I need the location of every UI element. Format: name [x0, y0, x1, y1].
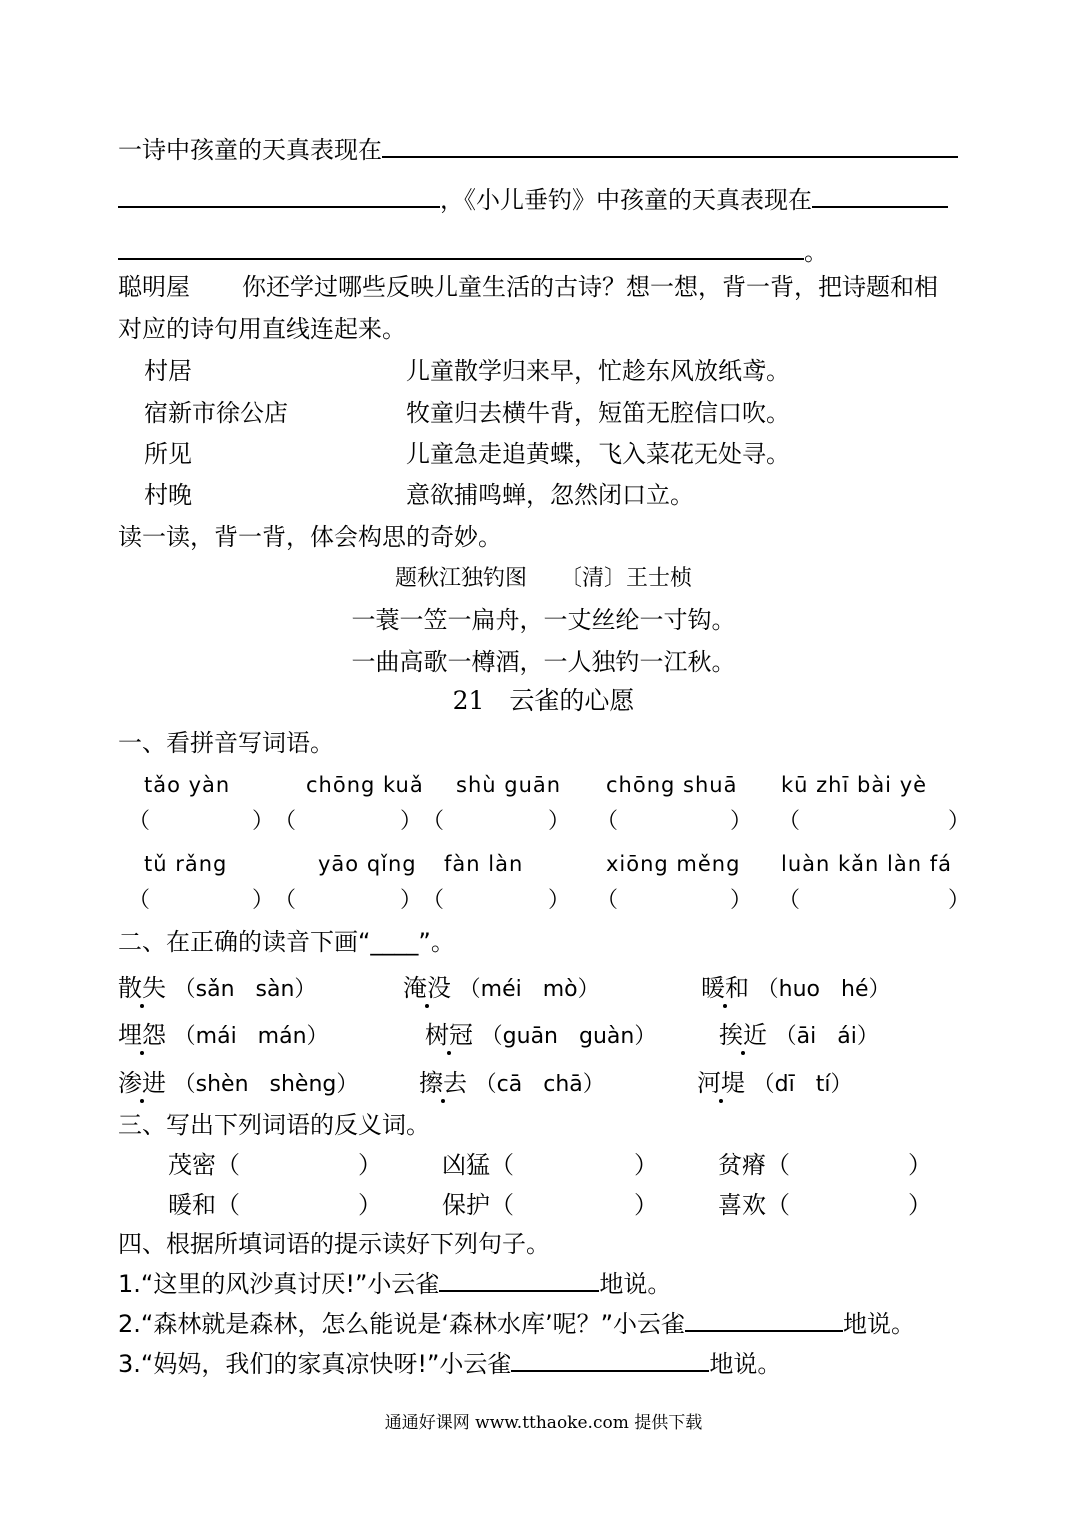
pinyin-option[interactable]: guàn — [578, 1024, 635, 1049]
pinyin-label: luàn kǎn làn fá — [781, 852, 952, 876]
q4-sentence-3 — [118, 1348, 781, 1379]
q4-sentence-text: 1.“这里的风沙真讨厌!”小云雀 — [118, 1270, 440, 1298]
paren-close: ） — [252, 809, 275, 834]
pinyin-label: tǔ rǎng — [144, 852, 228, 876]
paren-close: ） — [634, 1191, 658, 1219]
pronunciation-item: 埋怨 （mái mán） — [118, 1021, 329, 1049]
pinyin-label: fàn làn — [444, 852, 524, 876]
pinyin-label: chōng shuā — [606, 773, 738, 797]
pronunciation-item: 淹没 （méi mò） — [403, 974, 600, 1002]
smart-room-instruction-2: 对应的诗句用直线连起来。 — [118, 315, 406, 343]
part1-line1 — [118, 134, 958, 165]
pinyin-option[interactable]: méi — [480, 977, 522, 1002]
q2-word: 河堤 — [697, 1069, 745, 1097]
antonym-word: 茂密 — [168, 1151, 216, 1179]
paren-open: （ — [128, 888, 151, 913]
poem-line-1: 一蓑一笠一扁舟，一丈丝纶一寸钩。 — [351, 606, 736, 634]
poem-heading: 题秋江独钓图 〔清〕王士桢 — [394, 566, 692, 591]
paren-open: （ — [766, 1151, 790, 1179]
paren-close: ） — [358, 1151, 382, 1179]
antonym-item — [442, 1190, 514, 1220]
smart-room-instruction-1: 你还学过哪些反映儿童生活的古诗？想一想，背一背，把诗题和相 — [242, 273, 938, 301]
paren-open: （ — [274, 809, 297, 834]
pinyin-option[interactable]: mò — [542, 977, 578, 1002]
pronunciation-item: 擦去 （cā chā） — [419, 1069, 605, 1097]
paren-close: ） — [400, 809, 423, 834]
answer-blank[interactable] — [439, 1268, 599, 1292]
paren-open: （ — [422, 888, 445, 913]
paren-close: ） — [908, 1151, 932, 1179]
q4-sentence-2 — [118, 1308, 915, 1339]
pinyin-option[interactable]: āi — [796, 1024, 817, 1049]
pinyin-option[interactable]: sàn — [255, 977, 295, 1002]
antonym-item — [168, 1150, 240, 1180]
answer-blank[interactable] — [382, 134, 958, 158]
paren-open: （ — [778, 888, 801, 913]
pronunciation-item: 河堤 （dī tí） — [697, 1069, 853, 1097]
pinyin-option[interactable]: shèn — [195, 1072, 249, 1097]
antonym-item — [168, 1190, 240, 1220]
paren-open: （ — [216, 1151, 240, 1179]
smart-room-title: 聪明屋 — [118, 273, 190, 301]
q4-sentence-end: 地说。 — [843, 1310, 916, 1338]
q2-word: 暖和 — [701, 974, 749, 1002]
pinyin-label: tǎo yàn — [144, 773, 231, 797]
poem-title-item[interactable]: 宿新市徐公店 — [144, 399, 288, 427]
paren-close: ） — [252, 888, 275, 913]
part1-line3-end: 。 — [804, 238, 828, 266]
pinyin-label: yāo qǐng — [318, 852, 417, 876]
pinyin-option[interactable]: shèng — [269, 1072, 337, 1097]
q2-title: 二、在正确的读音下画“____”。 — [118, 928, 455, 956]
antonym-word: 凶猛 — [442, 1151, 490, 1179]
pronunciation-item: 暖和 （huo hé） — [701, 974, 891, 1002]
paren-open: （ — [596, 888, 619, 913]
poem-verse-item[interactable]: 儿童散学归来早，忙趁东风放纸鸢。 — [406, 357, 790, 385]
paren-close: ） — [948, 809, 971, 834]
pinyin-label: chōng kuǎ — [306, 773, 424, 797]
q4-sentence-text: 3.“妈妈，我们的家真凉快呀!”小云雀 — [118, 1350, 512, 1378]
paren-close: ） — [948, 888, 971, 913]
q3-title: 三、写出下列词语的反义词。 — [118, 1111, 430, 1139]
poem-verse-item[interactable]: 意欲捕鸣蝉，忽然闭口立。 — [406, 481, 694, 509]
poem-title-item[interactable]: 村居 — [144, 357, 192, 385]
q2-word: 淹没 — [403, 974, 451, 1002]
pinyin-option[interactable]: mán — [257, 1024, 307, 1049]
q4-sentence-1 — [118, 1268, 671, 1299]
q2-word: 挨近 — [719, 1021, 767, 1049]
paren-open: （ — [490, 1151, 514, 1179]
part1-line2 — [118, 184, 948, 215]
antonym-word: 暖和 — [168, 1191, 216, 1219]
paren-close: ） — [548, 809, 571, 834]
q4-title: 四、根据所填词语的提示读好下列句子。 — [118, 1230, 550, 1258]
part1-line3 — [118, 236, 828, 267]
q2-word: 树冠 — [425, 1021, 473, 1049]
q4-sentence-end: 地说。 — [599, 1270, 672, 1298]
pronunciation-item: 树冠 （guān guàn） — [425, 1021, 657, 1049]
pronunciation-item: 散失 （sǎn sàn） — [118, 974, 317, 1002]
pinyin-option[interactable]: sǎn — [195, 977, 235, 1002]
antonym-word: 保护 — [442, 1191, 490, 1219]
lesson-title: 21 云雀的心愿 — [452, 686, 635, 715]
pinyin-option[interactable]: cā — [496, 1072, 523, 1097]
paren-open: （ — [490, 1191, 514, 1219]
smart-room-line1 — [118, 272, 938, 302]
pronunciation-item: 渗进 （shèn shèng） — [118, 1069, 359, 1097]
paren-open: （ — [778, 809, 801, 834]
poem-line-2: 一曲高歌一樽酒，一人独钓一江秋。 — [351, 648, 736, 676]
q4-sentence-end: 地说。 — [709, 1350, 782, 1378]
paren-close: ） — [730, 809, 753, 834]
pinyin-label: kū zhī bài yè — [781, 773, 928, 797]
q4-sentence-text: 2.“森林就是森林，怎么能说是‘森林水库’呢？”小云雀 — [118, 1310, 686, 1338]
q2-word: 埋怨 — [118, 1021, 166, 1049]
part1-line1-text: 一诗中孩童的天真表现在 — [118, 136, 382, 164]
pinyin-option[interactable]: dī — [774, 1072, 795, 1097]
antonym-item — [718, 1150, 790, 1180]
paren-close: ） — [548, 888, 571, 913]
pinyin-option[interactable]: huo — [778, 977, 821, 1002]
q2-word: 散失 — [118, 974, 166, 1002]
paren-open: （ — [216, 1191, 240, 1219]
pronunciation-item: 挨近 （āi ái） — [719, 1021, 879, 1049]
pinyin-option[interactable]: guān — [502, 1024, 558, 1049]
answer-blank[interactable] — [511, 1348, 709, 1372]
poem-title-item[interactable]: 所见 — [144, 440, 192, 468]
paren-open: （ — [596, 809, 619, 834]
answer-blank[interactable] — [118, 184, 440, 208]
paren-close: ） — [908, 1191, 932, 1219]
paren-close: ） — [400, 888, 423, 913]
paren-open: （ — [274, 888, 297, 913]
antonym-item — [718, 1190, 790, 1220]
pinyin-option[interactable]: ái — [837, 1024, 857, 1049]
poem-verse-item[interactable]: 牧童归去横牛背，短笛无腔信口吹。 — [406, 399, 790, 427]
pinyin-option[interactable]: chā — [543, 1072, 583, 1097]
antonym-word: 喜欢 — [718, 1191, 766, 1219]
paren-close: ） — [358, 1191, 382, 1219]
answer-blank[interactable] — [685, 1308, 843, 1332]
q2-word: 擦去 — [419, 1069, 467, 1097]
paren-open: （ — [422, 809, 445, 834]
pinyin-option[interactable]: mái — [195, 1024, 237, 1049]
footer-source: 通通好课网 www.tthaoke.com 提供下载 — [384, 1413, 703, 1433]
pinyin-option[interactable]: hé — [841, 977, 869, 1002]
pinyin-option[interactable]: tí — [815, 1072, 831, 1097]
poem-verse-item[interactable]: 儿童急走追黄蝶，飞入菜花无处寻。 — [406, 440, 790, 468]
paren-close: ） — [730, 888, 753, 913]
pinyin-label: xiōng měng — [606, 852, 741, 876]
antonym-item — [442, 1150, 514, 1180]
poem-title-item[interactable]: 村晚 — [144, 481, 192, 509]
answer-blank[interactable] — [812, 184, 948, 208]
q1-title: 一、看拼音写词语。 — [118, 729, 334, 757]
part1-line2-text: ，《小儿垂钓》中孩童的天真表现在 — [440, 186, 812, 214]
paren-close: ） — [634, 1151, 658, 1179]
paren-open: （ — [128, 809, 151, 834]
read-poem-instruction: 读一读，背一背，体会构思的奇妙。 — [118, 523, 502, 551]
pinyin-label: shù guān — [456, 773, 562, 797]
q2-word: 渗进 — [118, 1069, 166, 1097]
paren-open: （ — [766, 1191, 790, 1219]
answer-blank[interactable] — [118, 236, 804, 260]
antonym-word: 贫瘠 — [718, 1151, 766, 1179]
